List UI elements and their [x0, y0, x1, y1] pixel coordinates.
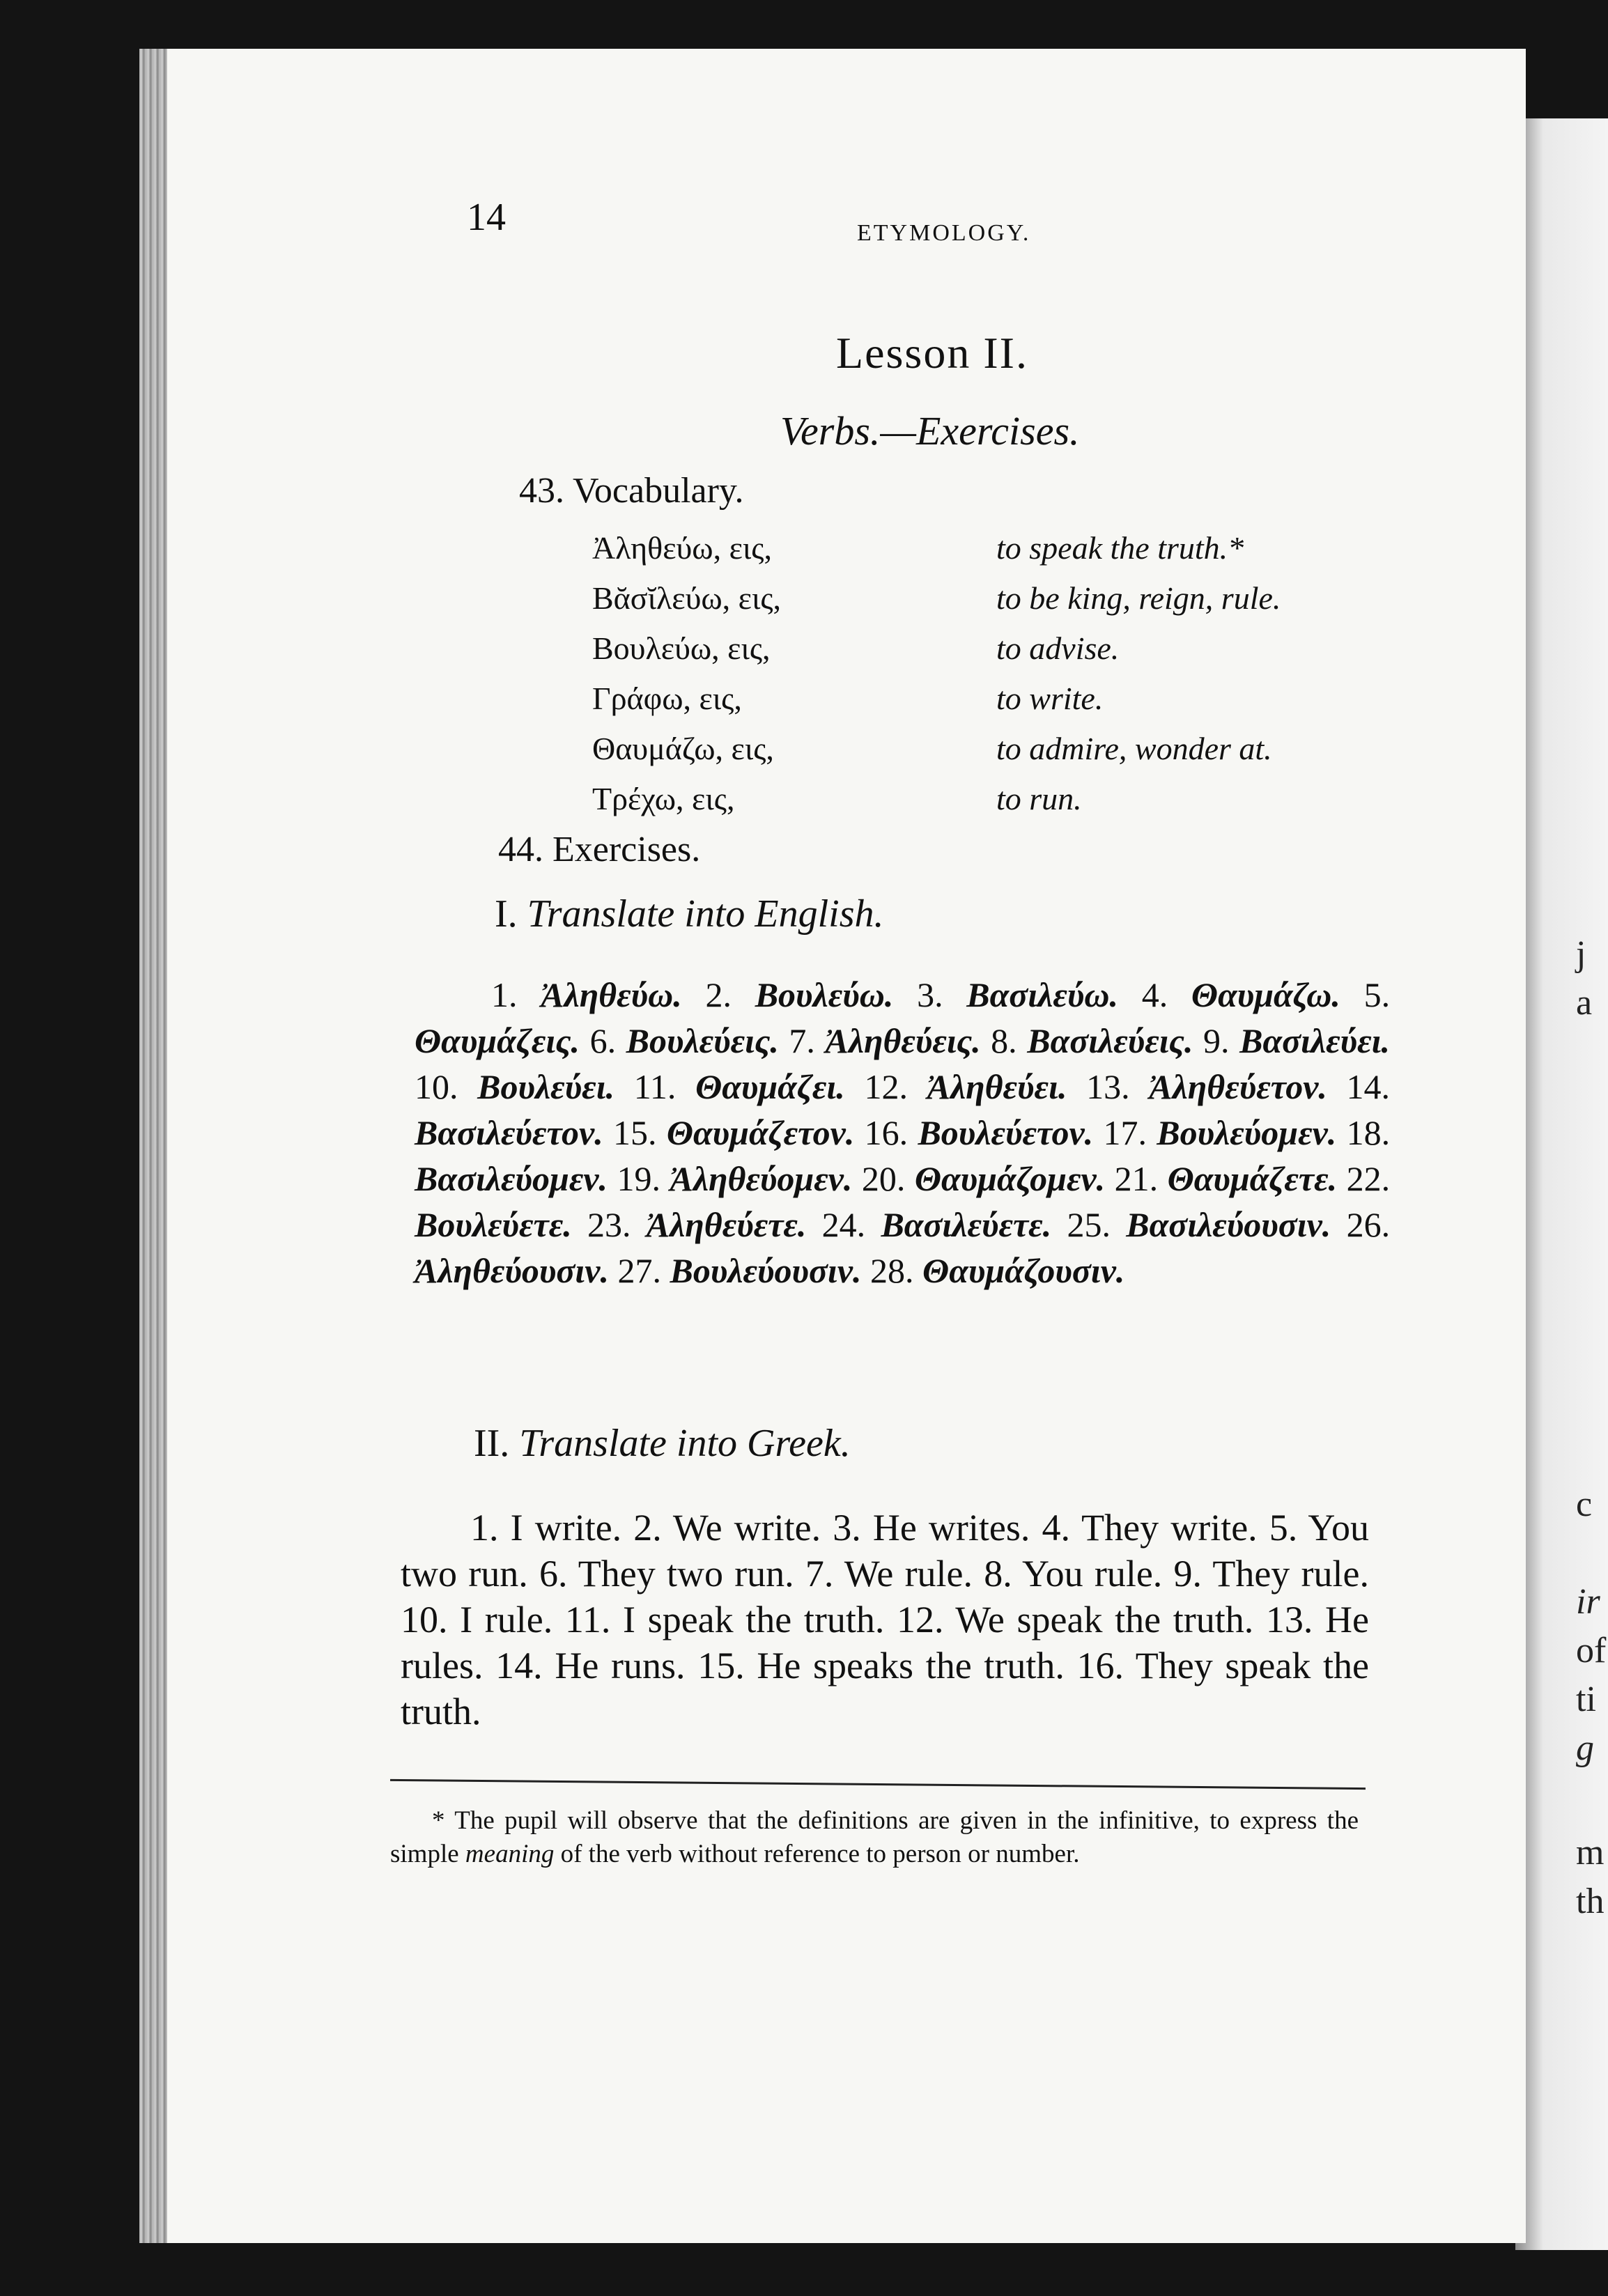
greek-exercise-item: [587, 1205, 806, 1244]
lesson-subtitle: Verbs.—Exercises.: [780, 408, 1080, 453]
vocab-greek: Τρέχω, εις,: [592, 781, 735, 816]
greek-exercise-item: [617, 1251, 861, 1290]
vocab-english: to admire, wonder at.: [996, 731, 1272, 766]
greek-exercise-item: [991, 1021, 1193, 1060]
item-number: 12.: [864, 1067, 908, 1106]
item-number: 18.: [1346, 1113, 1391, 1152]
greek-exercise-item: [1067, 1205, 1331, 1244]
item-number: 5.: [1363, 975, 1391, 1014]
greek-exercise-item: [706, 975, 894, 1014]
greek-exercise-item: [1203, 1021, 1390, 1060]
facing-page-fragment: j: [1576, 934, 1586, 974]
part-numeral: I.: [495, 892, 518, 936]
item-number: 11.: [633, 1067, 677, 1106]
item-number: 21.: [1114, 1159, 1159, 1198]
item-number: 3.: [917, 975, 943, 1014]
item-number: 16.: [864, 1113, 909, 1152]
item-greek-word: Βουλεύει.: [477, 1067, 615, 1106]
page-number: 14: [467, 196, 506, 239]
item-number: 6.: [589, 1021, 617, 1060]
item-greek-word: Ἀληθεύεις.: [825, 1021, 981, 1060]
vocab-greek: Θαυμάζω, εις,: [592, 731, 774, 766]
vocab-english: to speak the truth.*: [996, 530, 1244, 566]
item-number: 9.: [1203, 1021, 1230, 1060]
vocab-entry: [592, 780, 1359, 830]
vocab-entry: [592, 529, 1359, 580]
item-greek-word: Θαυμάζει.: [695, 1067, 845, 1106]
item-number: 19.: [617, 1159, 661, 1198]
facing-page-fragment: of: [1576, 1631, 1607, 1670]
item-number: 7.: [789, 1021, 815, 1060]
item-number: 10.: [415, 1067, 458, 1106]
greek-exercise-item: [1103, 1113, 1336, 1152]
item-greek-word: Βασιλεύομεν.: [415, 1159, 608, 1198]
item-greek-word: Θαυμάζεις.: [415, 1021, 580, 1060]
vocab-greek: Βουλεύω, εις,: [592, 630, 771, 666]
english-exercise-text: 1. I write. 2. We write. 3. He writes. 4. They write. 5. You two run. 6. They two run. 7. We rule. 8. You rule. 9. They rule. 10. I rule. 11. I speak the truth. 12. We speak the truth. 13. He rules. 14. He runs. 15. He speaks the truth. 16. They speak the truth.: [401, 1507, 1369, 1732]
vocabulary-table: [592, 529, 1359, 830]
facing-page-fragment: a: [1576, 983, 1593, 1023]
vocabulary-heading: 43. Vocabulary.: [519, 471, 744, 511]
greek-exercise-item: [789, 1021, 980, 1060]
footnote-lead: * The pupil will observe that the definitions are given in the infinitive, to express the simple: [390, 1806, 1359, 1868]
item-greek-word: Βουλεύεις.: [626, 1021, 779, 1060]
greek-exercise-item: [1142, 975, 1340, 1014]
greek-exercise-item: [1086, 1067, 1327, 1106]
item-greek-word: Ἀληθεύει.: [927, 1067, 1067, 1106]
greek-exercise-item: [864, 1067, 1067, 1106]
vocab-english: to be king, reign, rule.: [996, 580, 1281, 616]
exercise-part-heading: [474, 1421, 851, 1466]
vocab-greek: Ἀληθεύω, εις,: [592, 530, 772, 566]
part-numeral: II.: [474, 1422, 510, 1465]
item-greek-word: Ἀληθεύετε.: [646, 1205, 807, 1244]
running-head: [467, 195, 1498, 251]
footnote-emphasis: meaning: [465, 1840, 555, 1868]
item-number: 2.: [705, 975, 732, 1014]
greek-exercise-item: [590, 1021, 779, 1060]
facing-page-fragment: ir: [1576, 1582, 1600, 1622]
greek-exercise-item: [1115, 1159, 1337, 1198]
greek-exercise-item: [415, 1067, 614, 1106]
lesson-title: Lesson II.: [836, 328, 1028, 378]
item-greek-word: Ἀληθεύω.: [541, 975, 682, 1014]
item-greek-word: Ἀληθεύουσιν.: [415, 1251, 609, 1290]
vocab-greek: Βᾰσῐλεύω, εις,: [592, 580, 782, 616]
item-greek-word: Βουλεύομεν.: [1157, 1113, 1337, 1152]
part-title: Translate into Greek.: [519, 1422, 851, 1465]
item-greek-word: Βασιλεύει.: [1239, 1021, 1391, 1060]
facing-page: [1515, 118, 1608, 2250]
greek-exercise-item: [865, 1113, 1094, 1152]
item-greek-word: Βουλεύω.: [755, 975, 894, 1014]
footnote-tail: of the verb without reference to person or number.: [554, 1840, 1080, 1868]
item-number: 20.: [861, 1159, 906, 1198]
greek-exercise-item: [491, 975, 682, 1014]
greek-exercise-item: [870, 1251, 1124, 1290]
facing-page-fragment: c: [1576, 1484, 1593, 1524]
item-number: 28.: [870, 1251, 914, 1290]
item-number: 17.: [1103, 1113, 1147, 1152]
vocab-entry: [592, 730, 1359, 780]
greek-exercise-list: [415, 972, 1390, 1294]
item-number: 15.: [613, 1113, 657, 1152]
item-greek-word: Θαυμάζομεν.: [914, 1159, 1106, 1198]
greek-exercise-item: [862, 1159, 1105, 1198]
vocab-entry: [592, 630, 1359, 680]
item-greek-word: Ἀληθεύετον.: [1149, 1067, 1327, 1106]
facing-page-fragment: m: [1576, 1833, 1605, 1872]
item-greek-word: Βασιλεύουσιν.: [1126, 1205, 1331, 1244]
vocab-entry: [592, 680, 1359, 730]
item-number: 23.: [587, 1205, 631, 1244]
facing-page-fragment: th: [1576, 1882, 1605, 1921]
part-title: Translate into English.: [527, 892, 884, 936]
item-number: 27.: [617, 1251, 661, 1290]
item-number: 14.: [1346, 1067, 1391, 1106]
item-number: 1.: [491, 975, 518, 1014]
item-number: 24.: [821, 1205, 866, 1244]
greek-exercise-item: [634, 1067, 845, 1106]
footnote: [390, 1804, 1359, 1871]
item-greek-word: Ἀληθεύομεν.: [670, 1159, 853, 1198]
vocab-english: to write.: [996, 681, 1104, 716]
greek-exercise-item: [822, 1205, 1052, 1244]
vocab-greek: Γράφω, εις,: [592, 681, 742, 716]
greek-exercise-item: [613, 1113, 854, 1152]
greek-exercise-item: [617, 1159, 853, 1198]
item-number: 4.: [1141, 975, 1168, 1014]
item-greek-word: Βασιλεύετον.: [415, 1113, 603, 1152]
item-number: 25.: [1067, 1205, 1111, 1244]
exercises-heading: 44. Exercises.: [498, 830, 701, 869]
item-greek-word: Βουλεύετε.: [415, 1205, 572, 1244]
item-number: 13.: [1086, 1067, 1130, 1106]
item-number: 8.: [991, 1021, 1017, 1060]
item-greek-word: Βασιλεύετε.: [881, 1205, 1052, 1244]
greek-exercise-item: [917, 975, 1118, 1014]
facing-page-fragment: g: [1576, 1728, 1594, 1768]
item-greek-word: Βασιλεύεις.: [1027, 1021, 1193, 1060]
item-number: 26.: [1346, 1205, 1391, 1244]
vocab-english: to advise.: [996, 630, 1120, 666]
item-greek-word: Βουλεύετον.: [918, 1113, 1094, 1152]
item-greek-word: Θαυμάζετον.: [666, 1113, 855, 1152]
item-number: 22.: [1346, 1159, 1391, 1198]
running-head-title: ETYMOLOGY.: [857, 220, 1031, 246]
item-greek-word: Βουλεύουσιν.: [670, 1251, 862, 1290]
item-greek-word: Θαυμάζετε.: [1167, 1159, 1338, 1198]
vocab-english: to run.: [996, 781, 1082, 816]
item-greek-word: Βασιλεύω.: [966, 975, 1118, 1014]
vocab-entry: [592, 580, 1359, 630]
exercise-part-heading: [495, 892, 884, 936]
item-greek-word: Θαυμάζω.: [1191, 975, 1340, 1014]
facing-page-fragment: ti: [1576, 1680, 1596, 1719]
item-greek-word: Θαυμάζουσιν.: [922, 1251, 1125, 1290]
